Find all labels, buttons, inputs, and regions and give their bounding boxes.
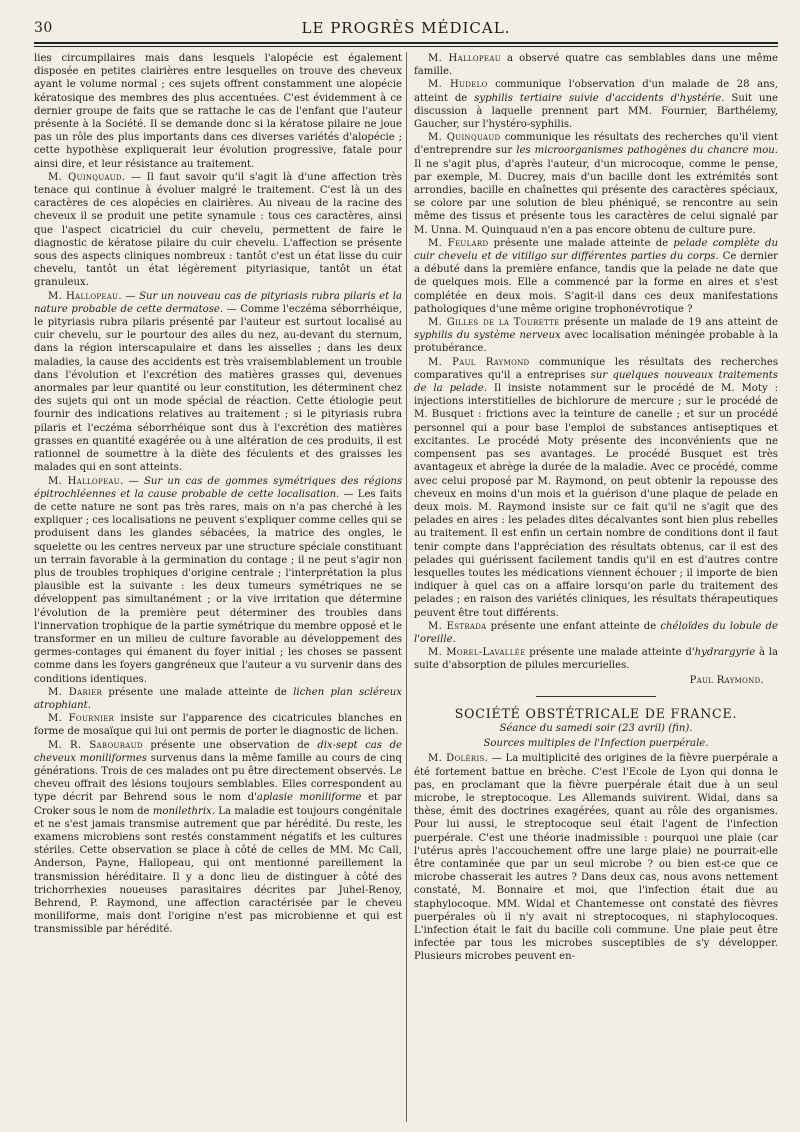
section-title: SOCIÉTÉ OBSTÉTRICALE DE FRANCE. — [454, 705, 738, 721]
paragraph-text: Suit une discussion à laquelle prennent part MM. Fournier, Barthélemy, Gaucher, sur l'hystéro-syphilis. — [414, 92, 778, 131]
speaker-name: M. Hallopeau — [428, 53, 501, 64]
speaker-name: M. Estrada — [428, 620, 487, 632]
paragraph-sabouraud — [34, 739, 402, 937]
communication-title: Sur un nouveau cas de pityriasis rubra pilaris et la nature probable de cette dermatose. — [34, 290, 402, 315]
paragraph-morel-lavallee — [414, 646, 778, 672]
page-number: 30 — [34, 20, 53, 36]
paragraph-text: . La maladie est toujours congénitale et ne s'est jamais transmise autrement que par hérédité. Du reste, les examens microbiens sont restés constamment négatifs et les cultures stériles. Cette observation se place à côté de celles de MM. Mc Call, Anderson, Payne, Hallopeau, qui ont mentionné pareillement la transmission héréditaire. Il y a donc lieu de distinguer à côté des trichorrhexies noueuses parasitaires décrites par Juhel-Renoy, Behrend, P. Raymond, une affection caractérisée par le cheveu moniliforme, mais dont l'origine n'est pas microbienne et qui est transmissible par hérédité. — [34, 805, 402, 936]
paragraph-gilles-de-la-tourette — [414, 316, 778, 356]
paragraph-text: et par Croker sous le nom de — [34, 792, 402, 817]
paragraph-text: communique les résultats des recherches qu'il vient d'entreprendre sur — [414, 132, 778, 157]
paragraph-text: présente une malade atteinte de — [102, 686, 294, 698]
communication-title: chéloïdes du lobule de l'oreille. — [414, 620, 778, 645]
speaker-name: M. Morel-Lavallée — [428, 647, 526, 659]
speaker-name: M. Quinquaud — [428, 132, 501, 144]
paragraph-hudelo — [414, 78, 778, 131]
paragraph-text: — Les faits de cette nature ne sont pas très rares, mais on n'a pas cherché à les expliquer ; ces localisations ne peuvent s'expliquer comme celles qui se produisent dans les glandes sébacées, la matrice des ongles, le squelette ou les centres nerveux par une structure spéciale constituant un terrain favorable à la germination du contage ; il ne peut s'agir non plus de troubles trophiques d'origine centrale ; l'interprétation la plus plausible est la suivante : les deux tumeurs symétriques ne se développent pas simultanément ; or la vive irritation que détermine l'évolution de la première peut déterminer des troubles dans l'innervation trophique de la partie symétrique du membre opposé et le transformer en un milieu de culture favorable au développement des germes-contages qui émanent du foyer initial ; les choses se passent comme dans les foyers gangréneux que l'auteur a vu survenir dans des conditions identiques. — [34, 488, 402, 685]
speaker-name: M. Doléris. — [428, 753, 489, 765]
right-column — [414, 52, 778, 1122]
paragraph-text: à la suite d'absorption de pilules mercurielles. — [414, 647, 778, 672]
paragraph-text: — La multiplicité des origines de la fièvre puerpérale a été fortement battue en brèche. C'est l'Ecole de Lyon qui donna le pas, en proclamant que la fièvre puerpérale était due à un seul microbe, le streptocoque. Les Allemands suivirent. Widal, dans sa thèse, émit des doctrines exagérées, quant au rôle des organismes. Pour lui aussi, le streptocoque seul était l'agent de l'infection puerpérale. C'est une théorie inadmissible : pourquoi une plaie (car l'utérus après l'accouchement offre une large plaie) ne pourrait-elle être contaminée que par un seul microbe ? ou bien est-ce que ce microbe chasserait les autres ? Dans deux cas, nous avons nettement constaté, M. Bonnaire et moi, que l'infection était due au staphylocoque. MM. Widal et Chantemesse ont constaté des fièvres puerpérales où il n'y avait ni streptocoques, ni staphylocoques. L'infection était le fait du bacille coli commune. Une plaie peut être infectée par tous les microbes susceptibles de s'y développer. Plusieurs microbes peuvent en- — [414, 753, 778, 963]
term: aplasie moniliforme — [256, 792, 362, 804]
paragraph-text: présente une malade atteinte de — [488, 237, 674, 249]
paragraph-text: présente une observation de — [142, 739, 318, 751]
paragraph-feulard — [414, 237, 778, 316]
paragraph-hallopeau-pityriasis — [34, 290, 402, 475]
speaker-name: M. Paul Raymond — [428, 356, 530, 368]
paragraph-text: présente une enfant atteinte de — [486, 620, 661, 632]
section-rule — [536, 696, 656, 697]
speaker-name: M. Darier — [48, 686, 103, 698]
header-rule-thin — [34, 46, 778, 47]
speaker-name: M. Quinquaud. — [48, 171, 126, 183]
paragraph-fournier — [34, 712, 402, 738]
paragraph-doleris — [414, 752, 778, 963]
journal-title: LE PROGRÈS MÉDICAL. — [301, 19, 511, 37]
communication-title: Sur un cas de gommes symétriques des régions épitrochléennes et la cause probable de cette localisation. — [34, 475, 402, 500]
report-signature: Paul Raymond. — [689, 674, 764, 686]
term: monilethrix — [152, 805, 212, 817]
communication-title: sur quelques nouveaux traitements de la pelade. — [414, 369, 778, 395]
paragraph-text: présente un malade de 19 ans atteint de — [559, 317, 778, 329]
paragraph-text: présente une malade atteinte d' — [525, 647, 695, 659]
paragraph-text: — Il faut savoir qu'il s'agit là d'une affection très tenace qui continue à évoluer malgré le traitement. C'est là un des caractères de ces alopécies en clairières. Au niveau de la racine des cheveux il se produit une petite synamule : tous ces caractères, ainsi que l'aspect cicatriciel du cuir chevelu, permettent de faire le diagnostic de kératose pilaire du cuir chevelu. L'affection se présente sous des aspects cliniques nombreux : tantôt c'est un état lisse du cuir chevelu, tantôt un état légèrement pityriasique, tantôt un état granuleux. — [34, 171, 402, 289]
paragraph-text: a observé quatre cas semblables dans une même famille. — [414, 53, 778, 78]
paragraph-hallopeau-gommes — [34, 475, 402, 686]
communication-title: pelade complète du cuir chevelu et de vitiligo sur différentes parties du corps. — [414, 237, 778, 263]
communication-title: syphilis tertiaire suivie d'accidents d'hystérie. — [474, 92, 725, 104]
communication-title: syphilis du système nerveux — [414, 330, 561, 342]
speaker-name: M. R. Sabouraud — [48, 739, 143, 751]
paragraph-text: communique l'observation d'un malade de 28 ans, atteint de — [414, 79, 778, 104]
paragraph-text: survenus dans la même famille au cours de cinq générations. Trois de ces malades ont pu être directement observés. Le cheveu offrait des lésions toujours semblables. Elles correspondent au type décrit par Behrend sous le nom d' — [34, 752, 402, 804]
dash: — — [123, 475, 144, 487]
paragraph-darier — [34, 686, 402, 712]
paragraph-quinquaud — [34, 171, 402, 290]
paragraph-alopecia: lies circumpilaires mais dans lesquels l'alopécie est également disposée en petites clairières entre lesquelles on trouve des cheveux ayant le volume normal ; ces sujets offrent constamment une alopécie kératosique des membres des plus accentuées. C'est évidemment à ce dernier groupe de faits que se rattache le cas de l'enfant que l'auteur présente à la Société. Il se demande donc si la kératose pilaire ne joue pas un rôle des plus importants dans ces diverses variétés d'alopécie ; cette hypothèse expliquerait leur évolution progressive, fatale pour ainsi dire, et leur résistance au traitement. — [34, 53, 402, 170]
paragraph-estrada — [414, 620, 778, 646]
communication-title: les microorganismes pathogènes du chancre mou. — [516, 145, 778, 157]
left-column — [34, 52, 402, 1122]
dash: — — [121, 290, 140, 302]
section-session: Séance du samedi soir (23 avril) (fin). — [499, 722, 693, 734]
paragraph-quinquaud-chancre — [414, 131, 778, 237]
paragraph-text: avec localisation méningée probable à la protubérance. — [414, 330, 778, 355]
paragraph-text: — Comme l'eczéma séborrhéique, le pityriasis rubra pilaris présenté par l'auteur est surtout localisé au cuir chevelu, sur le pourtour des ailes du nez, au-devant du sternum, dans la région interscapulaire et dans les aisselles ; dans les deux maladies, la cause des accidents est très vraisemblablement un trouble dans l'évolution et l'excrétion des matières grasses qui, devenues anormales par leur quantité ou leur constitution, les déterminent chez des sujets qui ont un mode spécial de réaction. Cette étiologie peut fournir des indications relatives au traitement ; si le pityriasis rubra pilaris et l'eczéma séborrhéique sont dus à l'excrétion des matières grasses en quantité exagérée ou à une altération de ces produits, il est rationnel de soumettre à la diète des féculents et des graisses les malades qui en sont atteints. — [34, 303, 402, 474]
paragraph-text: insiste sur l'apparence des cicatricules blanches en forme de mosaïque qui lui ont permis de porter le diagnostic de lichen. — [34, 713, 402, 738]
speaker-name: M. Feulard — [428, 237, 489, 249]
page-header — [34, 14, 778, 40]
speaker-name: M. Fournier — [48, 713, 115, 725]
header-rule-thick — [34, 42, 778, 44]
section-subject: Sources multiples de l'Infection puerpérale. — [483, 738, 709, 750]
communication-title: dix-sept cas de cheveux moniliformes — [34, 739, 402, 764]
speaker-name: M. Hallopeau. — [48, 475, 124, 487]
speaker-name: M. Hudelo — [428, 79, 488, 91]
communication-title: lichen plan scléreux atrophiant. — [34, 686, 402, 711]
paragraph-paul-raymond — [414, 356, 778, 620]
column-divider — [406, 52, 407, 1122]
paragraph-text: Ce dernier a débuté dans la première enfance, tandis que la pelade ne date que de quelques mois. Elle a commencé par la forme en aires et s'est complétée en deux mois. S'agit-il dans ces deux manifestations pathologiques d'une même origine trophonévrotique ? — [414, 251, 778, 315]
paragraph-hallopeau-famille — [414, 52, 778, 78]
speaker-name: M. Hallopeau. — [48, 290, 122, 302]
paragraph-text: communique les résultats des recherches comparatives qu'il a entreprises — [414, 356, 778, 381]
paragraph-text: Il ne s'agit plus, d'après l'auteur, d'un microcoque, comme le pense, par exemple, M. Ducrey, mais d'un bacille dont les extrémités sont arrondies, bacille en chaînettes qui présente des caractères spéciaux, se colore par une solution de bleu phéniqué, se rencontre au sein même des tissus et présente tous les caractères de celui signalé par M. Unna. M. Quinquaud n'en a pas encore obtenu de culture pure. — [414, 158, 778, 236]
communication-title: hydrargyrie — [694, 647, 756, 659]
paragraph-text: Il insiste notamment sur le procédé de M. Moty : injections interstitielles de bichlorure de mercure ; sur le procédé de M. Busquet : frictions avec la teinture de canelle ; et sur un procédé personnel qui a pour base l'emploi de substances antiseptiques et excitantes. Le procédé Moty présente des inconvénients que ne compensent pas ses avantages. Le procédé Busquet est très avantageux et abrège la durée de la maladie. Avec ce procédé, comme avec celui proposé par M. Raymond, on peut obtenir la repousse des cheveux en moins d'un mois et la guérison d'une plaque de pelade en deux mois. M. Raymond insiste sur ce fait qu'il ne s'agit que des pelades en aires : les pelades dites décalvantes sont bien plus rebelles au traitement. Il est enfin un certain nombre de conditions dont il faut tenir compte dans l'appréciation des résultats obtenus, car il est des pelades qui guérissent facilement tandis qu'il en est d'autres contre lesquelles toutes les médications viennent échouer ; il importe de bien indiquer à quel cas on a affaire lorsqu'on parle du traitement des pelades ; en raison des variétés cliniques, les résultats thérapeutiques peuvent être tout différents. — [414, 383, 778, 619]
speaker-name: M. Gilles de la Tourette — [428, 317, 560, 329]
